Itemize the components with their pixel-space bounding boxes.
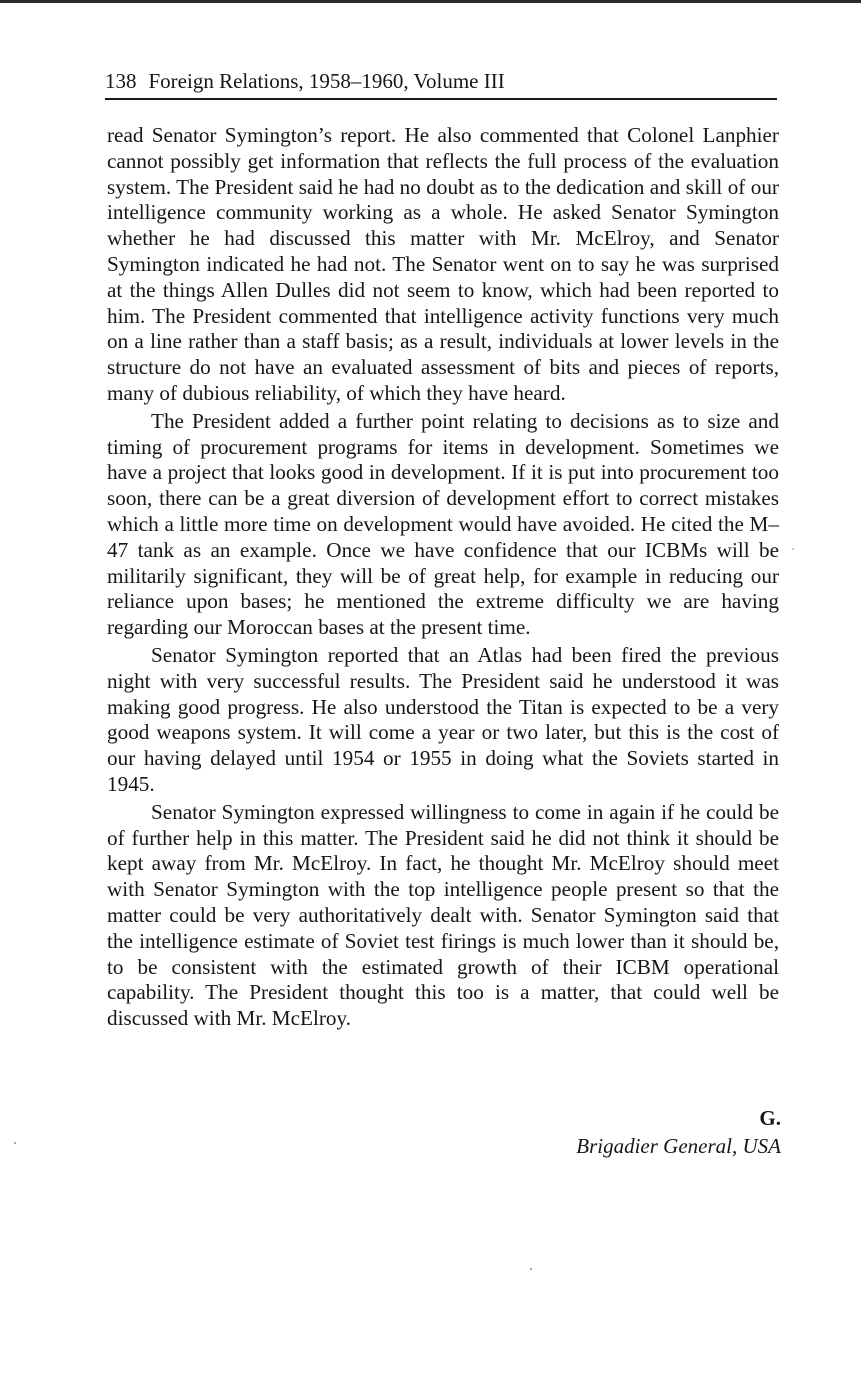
scan-speck [792, 548, 794, 550]
page-number: 138 [105, 69, 137, 93]
paragraph-continuation: read Senator Symington’s report. He also commented that Colonel Lanphier cannot possibly get information that reflects the full process of the evaluation system. The President said he had no doubt as to the dedication and skill of our intelligence community working as a whole. He asked Senator Symington whether he had discussed this matter with Mr. McElroy, and Senator Symington indicated he had not. The Senator went on to say he was surprised at the things Allen Dulles did not seem to know, which had been reported to him. The President commented that intelligence activity functions very much on a line rather than a staff basis; as a result, individuals at lower levels in the structure do not have an evaluated assessment of bits and pieces of reports, many of dubious reliability, of which they have heard. [107, 123, 779, 405]
scan-speck [14, 1142, 16, 1144]
paragraph-procurement: The President added a further point relating to decisions as to size and timing of procurement programs for items in development. Sometimes we have a project that looks good in development. If it is put into procurement too soon, there can be a great diversion of development effort to correct mistakes which a little more time on development would have avoided. He cited the M–47 tank as an example. Once we have confidence that our ICBMs will be militarily significant, they will be of great help, for example in reducing our reliance upon bases; he mentioned the extreme difficulty we are having regarding our Moroccan bases at the present time. [107, 408, 779, 640]
running-title: Foreign Relations, 1958–1960, Volume III [148, 69, 505, 93]
signature-rank: Brigadier General, USA [576, 1134, 781, 1158]
paragraph-atlas: Senator Symington reported that an Atlas had been fired the previous night with very successful results. The President said he understood it was making good progress. He also understood the Titan is expected to be a very good weapons system. It will come a year or two later, but this is the cost of our having delayed until 1954 or 1955 in doing what the Soviets started in 1945. [107, 642, 779, 796]
document-body [107, 123, 779, 1034]
page-top-edge [0, 0, 861, 3]
scan-speck [530, 1268, 532, 1270]
signature-block [576, 1104, 781, 1160]
signature-initial: G. [759, 1106, 781, 1130]
paragraph-mcelroy: Senator Symington expressed willingness to come in again if he could be of further help in this matter. The President said he did not think it should be kept away from Mr. McElroy. In fact, he thought Mr. McElroy should meet with Senator Symington with the top intelligence people present so that the matter could be very authoritatively dealt with. Senator Symington said that the intelligence estimate of Soviet test firings is much lower than it should be, to be consistent with the estimated growth of their ICBM operational capability. The President thought this too is a matter, that could well be discussed with Mr. McElroy. [107, 799, 779, 1031]
running-header [105, 68, 777, 100]
